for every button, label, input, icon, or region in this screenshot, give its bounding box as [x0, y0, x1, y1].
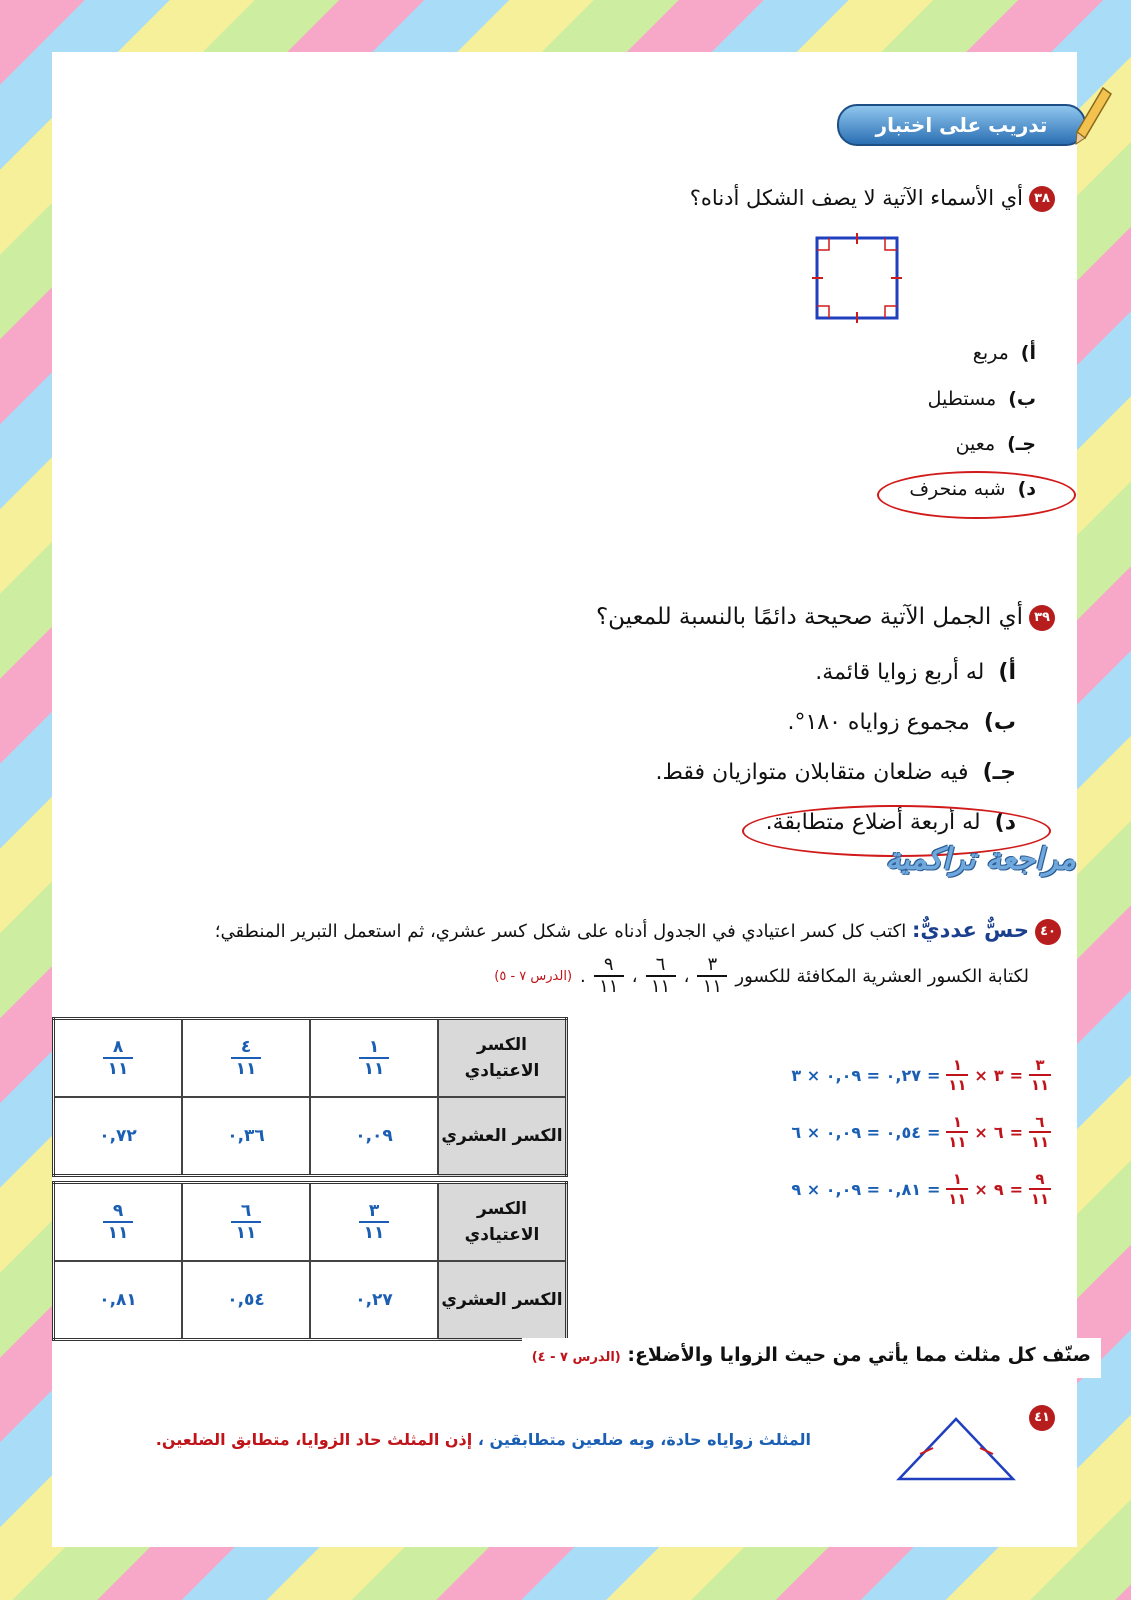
q41-answer: المثلث زواياه حادة، وبه ضلعين متطابقين ، إذن المثلث حاد الزوايا، متطابق الضلعين.: [155, 1430, 811, 1449]
q39-option-c[interactable]: جـ)فيه ضلعان متقابلان متوازيان فقط.: [655, 760, 1016, 785]
classify-lesson-ref: (الدرس ٧ - ٤): [531, 1350, 621, 1365]
q40-number: ٤٠: [1035, 919, 1061, 945]
q38-answer-circle: [877, 471, 1076, 519]
fraction-table-2: الكسر الاعتيادي ٣ ١١ ٦ ١١ ٩ ١١ الكسر العشري ٠,٢٧ ٠,٥٤ ٠,٨١: [52, 1181, 568, 1341]
q40-title: حسٌّ عدديٌّ:: [911, 918, 1029, 942]
table2-row2-label: الكسر العشري: [438, 1261, 567, 1340]
calculation-row: ٠,٢٧ = ٠,٠٩ × ٣ = ١ ١١ × ٣ = ٣ ١١: [791, 1056, 1050, 1094]
q38-option-b[interactable]: ب)مستطيل: [927, 388, 1036, 410]
fraction-6-11: ٦ ١١: [646, 955, 676, 997]
table-cell: ٠,٣٦: [182, 1097, 310, 1176]
q38-option-a[interactable]: أ)مربع: [972, 342, 1036, 364]
q39-option-a[interactable]: أ)له أربع زوايا قائمة.: [815, 660, 1016, 685]
q41-number: ٤١: [1029, 1405, 1055, 1431]
q40-lesson-ref: (الدرس ٧ - ٥): [494, 968, 573, 984]
q40-line2: لكتابة الكسور العشرية المكافئة للكسور ٣ ١١ ، ٦ ١١ ، ٩ ١١ . (الدرس ٧ - ٥): [494, 954, 1029, 997]
q38-number: ٣٨: [1029, 186, 1055, 212]
q38-question: ٣٨أي الأسماء الآتية لا يصف الشكل أدناه؟: [690, 186, 1055, 212]
q39-option-b[interactable]: ب)مجموع زواياه ١٨٠°.: [787, 710, 1016, 735]
fraction-table-1: الكسر الاعتيادي ١ ١١ ٤ ١١ ٨ ١١ الكسر العشري ٠,٠٩ ٠,٣٦ ٠,٧٢: [52, 1017, 568, 1177]
test-practice-badge: تدريب على اختبار: [837, 104, 1086, 146]
pencil-icon: [1073, 86, 1113, 146]
isosceles-triangle-figure: [895, 1414, 1017, 1484]
table1-row1-label: الكسر الاعتيادي: [438, 1019, 567, 1098]
q39-number: ٣٩: [1029, 605, 1055, 631]
square-figure: [812, 233, 902, 323]
calculation-row: ٠,٨١ = ٠,٠٩ × ٩ = ١ ١١ × ٩ = ٩ ١١: [791, 1170, 1050, 1208]
table2-row1-label: الكسر الاعتيادي: [438, 1183, 567, 1262]
table-cell: ٠,٢٧: [310, 1261, 438, 1340]
fraction-3-11: ٣ ١١: [697, 955, 727, 997]
table1-row2-label: الكسر العشري: [438, 1097, 567, 1176]
table-cell: ٠,٧٢: [54, 1097, 183, 1176]
q38-option-d[interactable]: د)شبه منحرف: [909, 478, 1036, 500]
table-cell: ٠,٠٩: [310, 1097, 438, 1176]
q40-instructions: ٤٠حسٌّ عدديٌّ: اكتب كل كسر اعتيادي في الجدول أدناه على شكل كسر عشري، ثم استعمل التبرير المنطقي؛: [81, 918, 1061, 945]
q39-question: ٣٩أي الجمل الآتية صحيحة دائمًا بالنسبة للمعين؟: [596, 604, 1055, 631]
fraction-9-11: ٩ ١١: [594, 955, 624, 997]
cumulative-review-heading: مراجعة تراكمية: [885, 842, 1076, 877]
q39-option-d[interactable]: د)له أربعة أضلاع متطابقة.: [765, 810, 1016, 835]
table-cell: ٠,٥٤: [182, 1261, 310, 1340]
q38-option-c[interactable]: جـ)معين: [955, 433, 1036, 455]
calculation-row: ٠,٥٤ = ٠,٠٩ × ٦ = ١ ١١ × ٦ = ٦ ١١: [791, 1113, 1050, 1151]
classify-instruction: صنّف كل مثلث مما يأتي من حيث الزوايا والأضلاع: (الدرس ٧ - ٤): [522, 1338, 1101, 1378]
table-cell: ٠,٨١: [54, 1261, 183, 1340]
